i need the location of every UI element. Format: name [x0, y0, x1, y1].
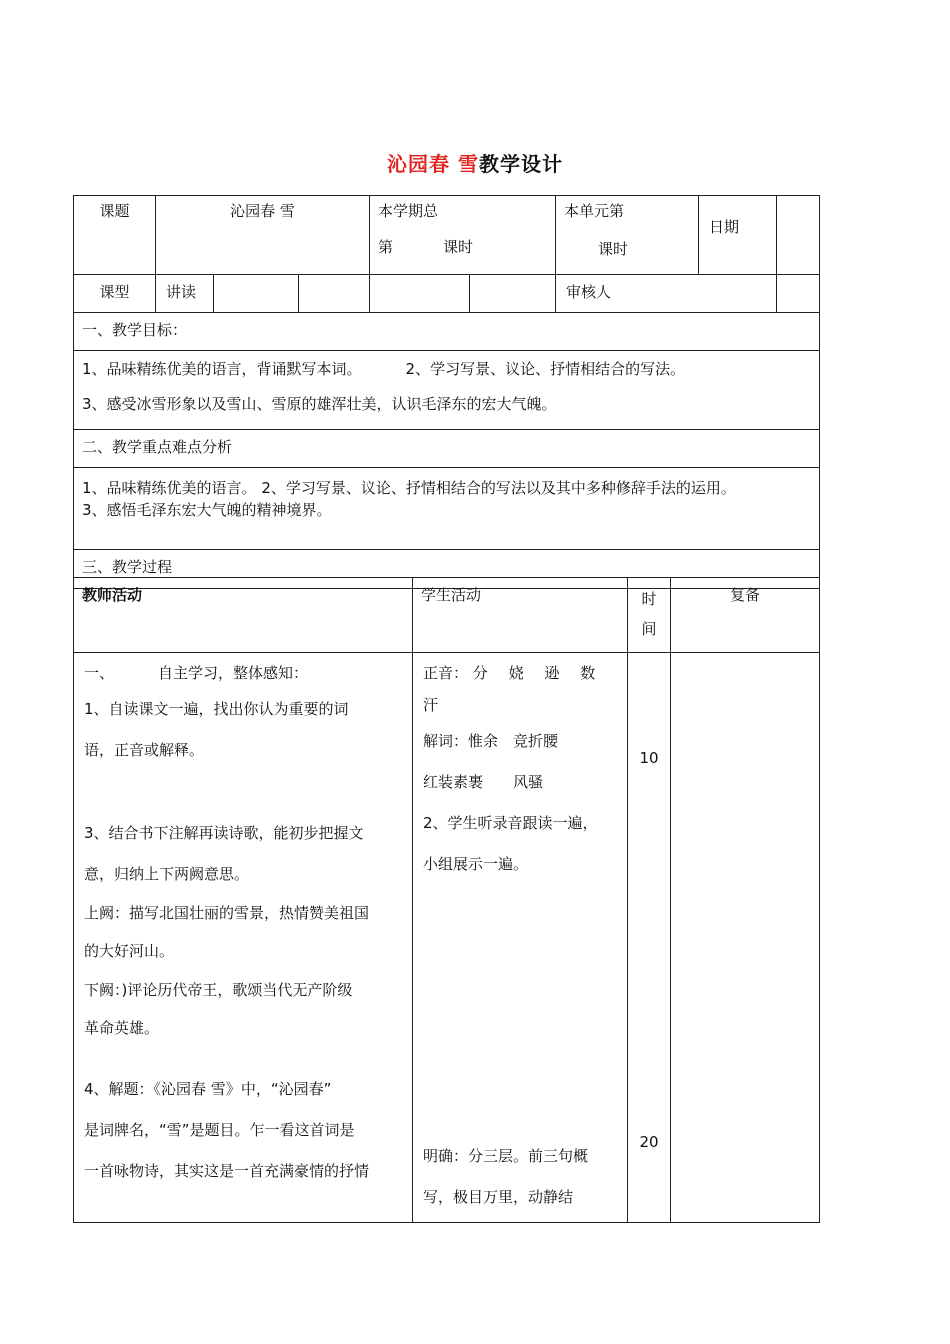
semester-cell [370, 196, 556, 275]
type-value: 讲读 [156, 275, 214, 313]
title-red: 沁园春 雪 [387, 152, 479, 176]
topic-value: 沁园春 雪 [156, 196, 370, 275]
pron-word: 分 [472, 664, 488, 682]
teacher-up-a: 上阙：描写北国壮丽的雪景，热情赞美祖国 [84, 904, 370, 922]
col-time [628, 578, 671, 653]
teacher-p4b: 是词牌名，“雪”是题目。乍一看这首词是 [84, 1121, 355, 1139]
process-heading: 三、教学过程 [74, 550, 820, 589]
unit-line2: 课时 [598, 240, 629, 258]
title-black: 教学设计 [478, 152, 563, 176]
col-student: 学生活动 [413, 578, 628, 653]
blank-cell [470, 275, 556, 313]
keypoints-body [74, 468, 820, 550]
unit-line1: 本单元第 [564, 202, 625, 220]
student-expl-a: 解词：惟余 竞折腰 [423, 732, 559, 750]
keypoints-heading: 二、教学重点难点分析 [74, 430, 820, 468]
col-prep: 复备 [671, 578, 820, 653]
student-m2: 写，极目万里，动静结 [423, 1188, 574, 1206]
teacher-down-a: 下阙：)评论历代帝王，歌颂当代无产阶级 [84, 981, 353, 999]
pron-label: 正音： [423, 664, 469, 682]
pron-word: 逊 [544, 664, 560, 682]
pronunciation-line [423, 657, 617, 721]
reviewer-value [777, 275, 820, 313]
teacher-p1b: 语，正音或解释。 [84, 741, 205, 759]
col-teacher: 教师活动 [74, 578, 413, 653]
teacher-p3a: 3、结合书下注解再读诗歌，能初步把握文 [84, 824, 364, 842]
blank-cell [299, 275, 370, 313]
section-num: 一、 [84, 664, 115, 682]
teacher-down-b: 革命英雄。 [84, 1019, 160, 1037]
topic-label: 课题 [74, 196, 156, 275]
date-value [777, 196, 820, 275]
semester-line2-b: 课时 [443, 238, 474, 256]
student-activity [413, 653, 628, 1223]
blank-cell [214, 275, 299, 313]
section-title: 自主学习，整体感知： [158, 664, 309, 682]
goals-heading: 一、教学目标： [74, 313, 820, 351]
teacher-up-b: 的大好河山。 [84, 942, 175, 960]
pron-word: 娆 [508, 664, 524, 682]
pron-word: 数 [580, 664, 596, 682]
blank-cell [370, 275, 470, 313]
date-label: 日期 [699, 196, 777, 275]
goals-body [74, 351, 820, 430]
reviewer-label: 审核人 [556, 275, 777, 313]
keypoint-3: 3、感悟毛泽东宏大气魄的精神境界。 [82, 501, 332, 519]
semester-line1: 本学期总 [378, 202, 439, 220]
semester-line2-a: 第 [378, 238, 394, 256]
type-label: 课型 [74, 275, 156, 313]
student-s2a: 2、学生听录音跟读一遍， [423, 814, 598, 832]
teacher-p1a: 1、自读课文一遍，找出你认为重要的词 [84, 700, 349, 718]
teacher-activity [74, 653, 413, 1223]
teacher-p3b: 意，归纳上下两阙意思。 [84, 865, 250, 883]
keypoint-1: 1、品味精练优美的语言。 2、学习写景、议论、抒情相结合的写法以及其中多种修辞手法的运用。 [82, 479, 736, 497]
goal-1: 1、品味精练优美的语言，背诵默写本词。 [82, 360, 362, 378]
time-cell [628, 653, 671, 1223]
time-10: 10 [639, 749, 659, 767]
goal-3: 3、感受冰雪形象以及雪山、雪原的雄浑壮美，认识毛泽东的宏大气魄。 [82, 395, 557, 413]
student-m1: 明确：分三层。前三句概 [423, 1147, 589, 1165]
goal-2: 2、学习写景、议论、抒情相结合的写法。 [405, 360, 686, 378]
info-table [73, 195, 820, 589]
col-time-a: 时 [641, 590, 657, 608]
time-20: 20 [639, 1133, 659, 1151]
teacher-p4c: 一首咏物诗，其实这是一首充满豪情的抒情 [84, 1162, 370, 1180]
process-table [73, 577, 820, 1223]
col-time-b: 间 [641, 620, 657, 638]
pron-word: 汗 [423, 696, 439, 714]
page-title [0, 148, 950, 177]
student-expl-b: 红装素裹 风骚 [423, 773, 544, 791]
unit-cell [556, 196, 699, 275]
student-s2b: 小组展示一遍。 [423, 855, 529, 873]
teacher-p4a: 4、解题：《沁园春 雪》中，“沁园春” [84, 1080, 332, 1098]
prep-cell [671, 653, 820, 1223]
